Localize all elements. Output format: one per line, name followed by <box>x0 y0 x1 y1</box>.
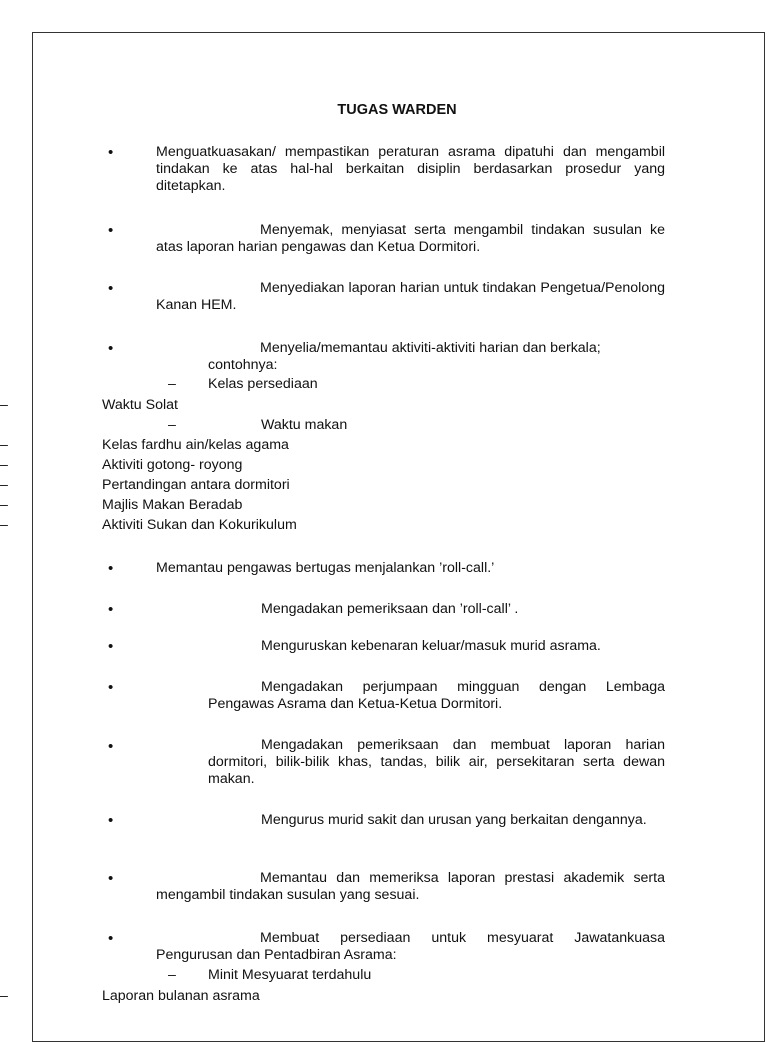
activity-item: Aktiviti gotong- royong <box>102 457 243 473</box>
activity-item: Waktu Solat <box>102 397 178 413</box>
dash-marker: – <box>0 457 8 473</box>
bullet-marker: • <box>108 560 114 577</box>
activity-item: Kelas persediaan <box>208 376 318 392</box>
meeting-item: Minit Mesyuarat terdahulu <box>208 967 372 983</box>
dash-marker: – <box>0 477 8 493</box>
duty-11: Memantau dan memeriksa laporan prestasi akademik serta mengambil tindakan susulan yang sesuai. <box>156 870 665 903</box>
activity-item: Majlis Makan Beradab <box>102 497 243 513</box>
activity-item: Waktu makan <box>261 417 348 433</box>
duty-7: Menguruskan kebenaran keluar/masuk murid asrama. <box>261 638 601 654</box>
duty-12: Membuat persediaan untuk mesyuarat Jawatankuasa Pengurusan dan Pentadbiran Asrama: <box>156 930 665 963</box>
bullet-marker: • <box>108 222 114 239</box>
duty-9: Mengadakan pemeriksaan dan membuat laporan harian dormitori, bilik-bilik khas, tandas, bilik air, persekitaran serta dewan makan. <box>208 737 665 787</box>
dash-marker: – <box>0 497 8 513</box>
dash-marker: – <box>0 517 8 533</box>
dash-marker: – <box>168 376 176 392</box>
duty-3: Menyediakan laporan harian untuk tindakan Pengetua/Penolong Kanan HEM. <box>156 280 665 313</box>
duty-5: Memantau pengawas bertugas menjalankan ’roll-call.’ <box>156 560 495 576</box>
contohnya-label: contohnya: <box>208 357 278 373</box>
bullet-marker: • <box>108 679 114 696</box>
activity-item: Kelas fardhu ain/kelas agama <box>102 437 289 453</box>
duty-8: Mengadakan perjumpaan mingguan dengan Lembaga Pengawas Asrama dan Ketua-Ketua Dormitori. <box>208 679 665 712</box>
bullet-marker: • <box>108 812 114 829</box>
dash-marker: – <box>0 437 8 453</box>
dash-marker: – <box>0 397 8 413</box>
bullet-marker: • <box>108 601 114 618</box>
dash-marker: – <box>168 967 176 983</box>
dash-marker: – <box>168 417 176 433</box>
bullet-marker: • <box>108 638 114 655</box>
bullet-marker: • <box>108 930 114 947</box>
bullet-marker: • <box>108 144 114 161</box>
duty-4: Menyelia/memantau aktiviti-aktiviti harian dan berkala; <box>260 340 601 356</box>
bullet-marker: • <box>108 280 114 297</box>
dash-marker: – <box>0 988 8 1004</box>
bullet-marker: • <box>108 870 114 887</box>
duty-6: Mengadakan pemeriksaan dan ’roll-call’ . <box>261 601 519 617</box>
activity-item: Pertandingan antara dormitori <box>102 477 290 493</box>
duty-1: Menguatkuasakan/ mempastikan peraturan asrama dipatuhi dan mengambil tindakan ke atas hal-hal berkaitan disiplin berdasarkan prosedur yang ditetapkan. <box>156 144 665 194</box>
bullet-marker: • <box>108 340 114 357</box>
page-title: TUGAS WARDEN <box>337 102 457 118</box>
duty-2: Menyemak, menyiasat serta mengambil tindakan susulan ke atas laporan harian pengawas dan Ketua Dormitori. <box>156 222 665 255</box>
activity-item: Aktiviti Sukan dan Kokurikulum <box>102 517 297 533</box>
bullet-marker: • <box>108 738 114 755</box>
duty-10: Mengurus murid sakit dan urusan yang berkaitan dengannya. <box>261 812 647 828</box>
meeting-item: Laporan bulanan asrama <box>102 988 260 1004</box>
